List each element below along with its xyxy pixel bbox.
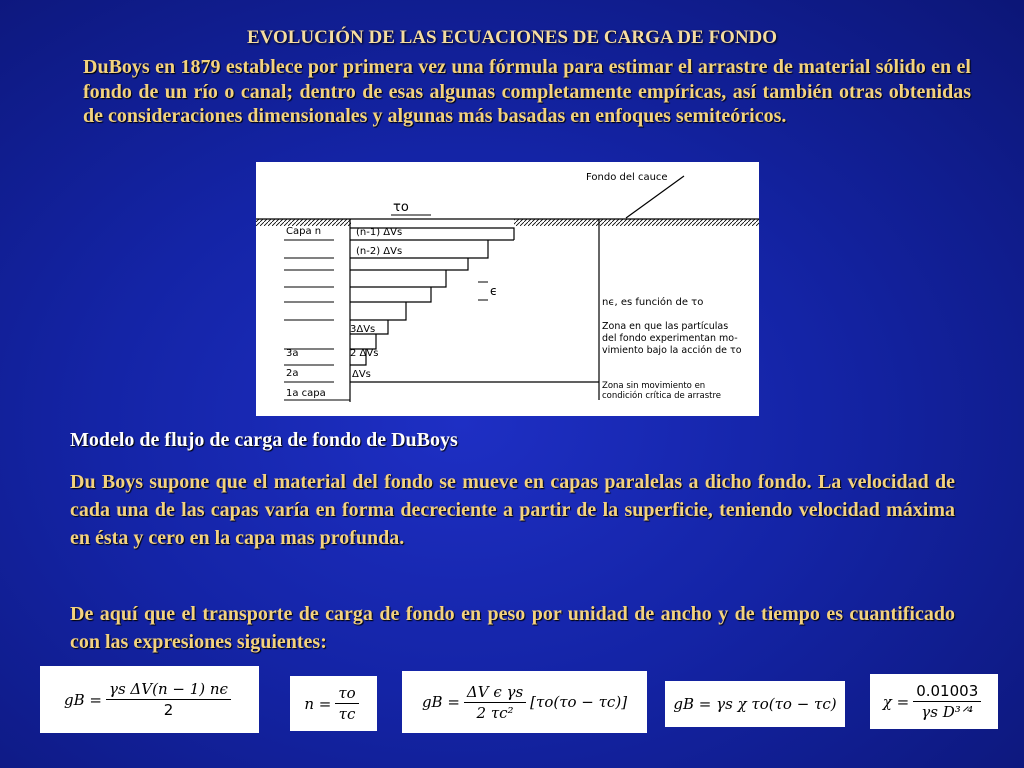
eq2-numerator: τo: [335, 684, 358, 704]
equation-n: [290, 676, 377, 731]
eq3-lhs: gB =: [421, 693, 460, 711]
equation-chi: [870, 674, 998, 729]
eq5-denominator: γs D³ᐟ⁴: [921, 703, 974, 721]
zona-movimiento-line-1: Zona en que las partículas: [602, 321, 729, 332]
layer-label-n-2: (n-2) ΔVs: [356, 246, 403, 257]
layer-label-3: 3ΔVs: [350, 324, 376, 335]
fondo-del-cauce-label: Fondo del cauce: [586, 172, 668, 183]
duboys-layer-diagram: [256, 162, 759, 416]
equation-gb-tau: [402, 671, 647, 733]
eq2-denominator: τc: [338, 705, 356, 723]
zona-movimiento-line-3: vimiento bajo la acción de τo: [602, 345, 742, 356]
zona-sin-mov-line-1: Zona sin movimiento en: [602, 381, 706, 391]
equation-gb-chi: [665, 681, 845, 727]
eq2-lhs: n =: [304, 694, 332, 713]
eq5-lhs: χ =: [882, 692, 910, 711]
epsilon-label: ϵ: [490, 284, 498, 298]
layer-label-1: ΔVs: [352, 369, 371, 380]
layer-2a-label: 2a: [286, 368, 299, 379]
equation-gb-duboys: [40, 666, 259, 733]
layer-label-2: 2 ΔVs: [350, 348, 379, 359]
eq1-lhs: gB =: [64, 690, 102, 709]
eq5-numerator: 0.01003: [913, 682, 981, 702]
eq3-rhs: [τo(τo − τc)]: [530, 693, 628, 711]
bed-hatch-right: [514, 219, 759, 226]
layer-label-n-1: (n-1) ΔVs: [356, 227, 403, 238]
n-epsilon-label: nϵ, es función de τo: [602, 297, 704, 308]
model-paragraph: Du Boys supone que el material del fondo se mueve en capas paralelas a dicho fondo. La velocidad de cada una de las capas varía en forma decreciente a partir de la superficie, teniendo velocidad máxima en ésta y cero en la capa mas profunda.: [70, 471, 955, 549]
eq3-numerator: ΔV ϵ γs: [464, 683, 526, 703]
tau0-label: τo: [393, 200, 409, 215]
eq1-denominator: 2: [163, 701, 174, 719]
zona-sin-mov-line-2: condición crítica de arrastre: [602, 391, 722, 401]
eq3-denominator: 2 τc²: [476, 703, 514, 722]
capa-n-label: Capa n: [286, 226, 322, 237]
zona-movimiento-line-2: del fondo experimentan mo-: [602, 333, 738, 344]
slide-title: EVOLUCIÓN DE LAS ECUACIONES DE CARGA DE FONDO: [246, 27, 778, 48]
intro-paragraph: DuBoys en 1879 establece por primera vez una fórmula para estimar el arrastre de material sólido en el fondo de un río o canal; dentro de esas algunas completamente empíricas, así también otras obtenidas de consideraciones dimensionales y algunas más basadas en enfoques semiteóricos.: [83, 56, 971, 127]
figure-caption: Modelo de flujo de carga de fondo de DuBoys: [70, 429, 458, 451]
transport-paragraph: De aquí que el transporte de carga de fondo en peso por unidad de ancho y de tiempo es cuantificado con las expresiones siguientes:: [70, 603, 955, 653]
layer-3a-label: 3a: [286, 348, 299, 359]
layer-1a-label: 1a capa: [286, 388, 326, 399]
eq1-numerator: γs ΔV(n − 1) nϵ: [106, 680, 231, 700]
eq4-text: gB = γs χ τo(τo − τc): [673, 695, 837, 713]
bed-hatch-left: [256, 219, 351, 226]
